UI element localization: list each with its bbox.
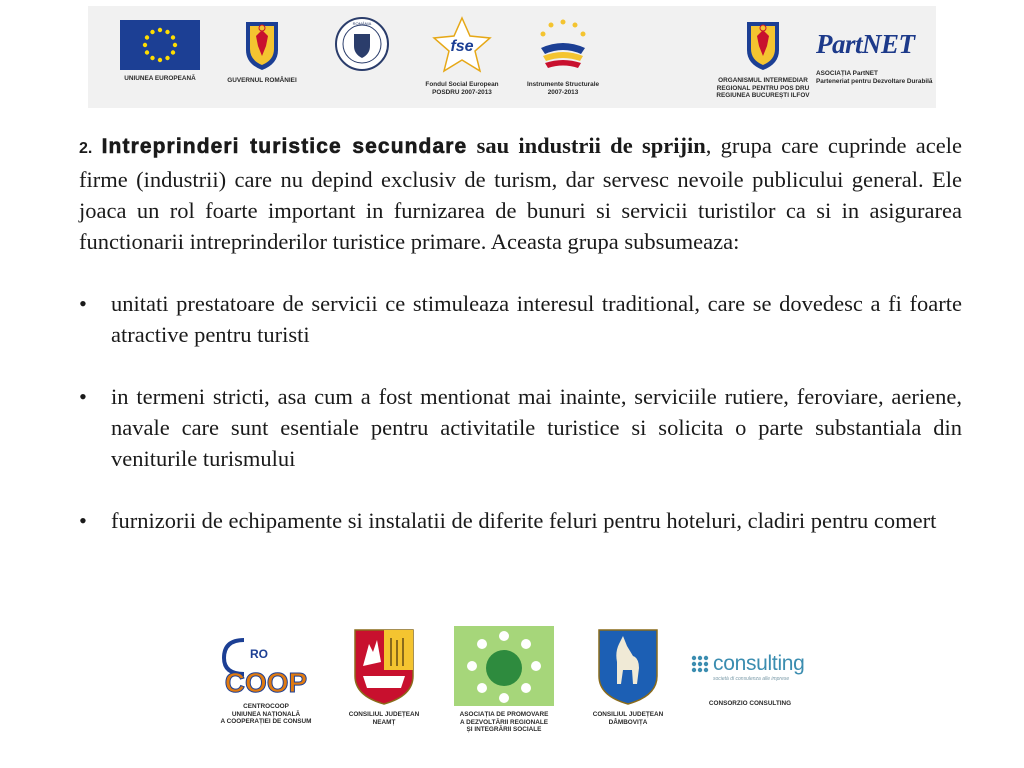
bullet-text: unitati prestatoare de servicii ce stimuleaza interesul traditional, care se dovedesc a fi foarte atractive pentru turisti — [111, 291, 962, 347]
centrocoop-caption-1: CENTROCOOP — [243, 703, 289, 710]
header-logo-strip — [88, 6, 936, 108]
intermediate-body-logo — [710, 16, 816, 100]
ministry-logo — [332, 16, 392, 77]
list-item — [79, 381, 962, 474]
item-number: 2. — [79, 140, 93, 157]
fse-caption-2: POSDRU 2007-2013 — [432, 88, 492, 96]
footer-logo-strip — [204, 612, 822, 738]
dambovita-logo — [582, 626, 674, 726]
centrocoop-caption-2: UNIUNEA NAȚIONALĂ — [231, 710, 301, 718]
intermediate-crest-icon — [743, 16, 783, 72]
bullet-list — [79, 288, 962, 536]
ministry-seal-icon — [334, 16, 390, 72]
structural-instruments-icon — [531, 14, 595, 76]
consulting-tagline: società di consulenza alle imprese — [713, 676, 790, 682]
slide-content — [79, 130, 962, 536]
consulting-caption: CONSORZIO CONSULTING — [708, 700, 792, 707]
bullet-marker: • — [79, 384, 87, 409]
seal-text: ROMÂNIA — [352, 21, 372, 26]
intermediate-caption-2: REGIONAL PENTRU POS DRU — [716, 84, 810, 92]
bullet-text: in termeni stricti, asa cum a fost mentionat mai inainte, serviciile rutiere, feroviare, aeriene, navale care sunt esentiale pentru activitatile turistice si solicita o parte substantiala din veniturile turismului — [111, 384, 962, 471]
consulting-wordmark: consulting — [713, 652, 805, 675]
section-heading-rest: sau industrii de sprijin — [476, 133, 706, 158]
eu-logo — [116, 20, 204, 83]
bullet-text: furnizorii de echipamente si instalatii de diferite feluri pentru hoteluri, cladiri pentru comert — [111, 508, 937, 533]
section-heading: Intreprinderi turistice secundare — [101, 135, 468, 158]
partnet-logo — [816, 28, 933, 85]
association-caption-3: ȘI INTEGRĂRII SOCIALE — [466, 726, 542, 734]
association-caption-1: ASOCIAȚIA DE PROMOVARE — [459, 711, 549, 718]
centrocoop-coop: COOP — [224, 667, 308, 698]
neamt-caption-1: CONSILIUL JUDEȚEAN — [348, 711, 420, 718]
consulting-logo — [690, 652, 810, 708]
government-logo — [216, 16, 308, 85]
structural-caption-1: Instrumente Structurale — [526, 81, 600, 88]
consulting-brand — [690, 652, 810, 676]
partnet-caption-2: Parteneriat pentru Dezvoltare Durabilă — [816, 77, 933, 85]
intro-paragraph — [79, 130, 962, 257]
intermediate-caption-3: REGIUNEA BUCUREȘTI ILFOV — [716, 92, 810, 100]
bullet-marker: • — [79, 291, 87, 316]
eu-flag-icon — [120, 20, 200, 70]
dambovita-caption-2: DÂMBOVIȚA — [608, 718, 648, 726]
list-item — [79, 505, 962, 536]
regional-association-logo — [446, 626, 562, 734]
list-item — [79, 288, 962, 350]
government-caption: GUVERNUL ROMÂNIEI — [227, 77, 297, 84]
romania-crest-icon — [242, 16, 282, 72]
structural-caption-2: 2007-2013 — [547, 88, 579, 96]
fse-mark: fse — [450, 38, 474, 55]
intro-text: , grupa care cuprinde acele firme (industrii) care nu depind exclusiv de turism, dar servesc nevoile publicului general. Ele joaca un rol foarte important in furnizarea de bunuri si servicii turistilor ca si in asigurarea functionarii intreprinderilor turistice primare. Aceasta grupa subsumeaza: — [79, 133, 963, 254]
intermediate-caption-1: ORGANISMUL INTERMEDIAR — [718, 77, 808, 84]
people-circle-icon — [454, 626, 554, 706]
dambovita-caption-1: CONSILIUL JUDEȚEAN — [592, 711, 664, 718]
fse-caption-1: Fondul Social European — [425, 81, 499, 88]
neamt-logo — [338, 626, 430, 726]
fse-star-icon — [430, 14, 494, 76]
centrocoop-mark-icon — [214, 634, 318, 698]
bullet-marker: • — [79, 508, 87, 533]
centrocoop-logo — [210, 634, 322, 726]
fse-logo — [416, 14, 508, 96]
structural-instruments-logo — [518, 14, 608, 96]
partnet-caption-1: ASOCIAȚIA PartNET — [816, 70, 878, 77]
eu-caption: UNIUNEA EUROPEANĂ — [124, 75, 196, 82]
consulting-dots-icon — [690, 654, 710, 674]
partnet-wordmark: PartNET — [816, 29, 915, 59]
centrocoop-caption-3: A COOPERAȚIEI DE CONSUM — [220, 718, 312, 726]
dambovita-crest-icon — [595, 626, 661, 706]
neamt-caption-2: NEAMȚ — [372, 718, 396, 726]
centrocoop-ro: RO — [250, 647, 268, 661]
neamt-crest-icon — [351, 626, 417, 706]
association-caption-2: A DEZVOLTĂRII REGIONALE — [459, 718, 549, 726]
